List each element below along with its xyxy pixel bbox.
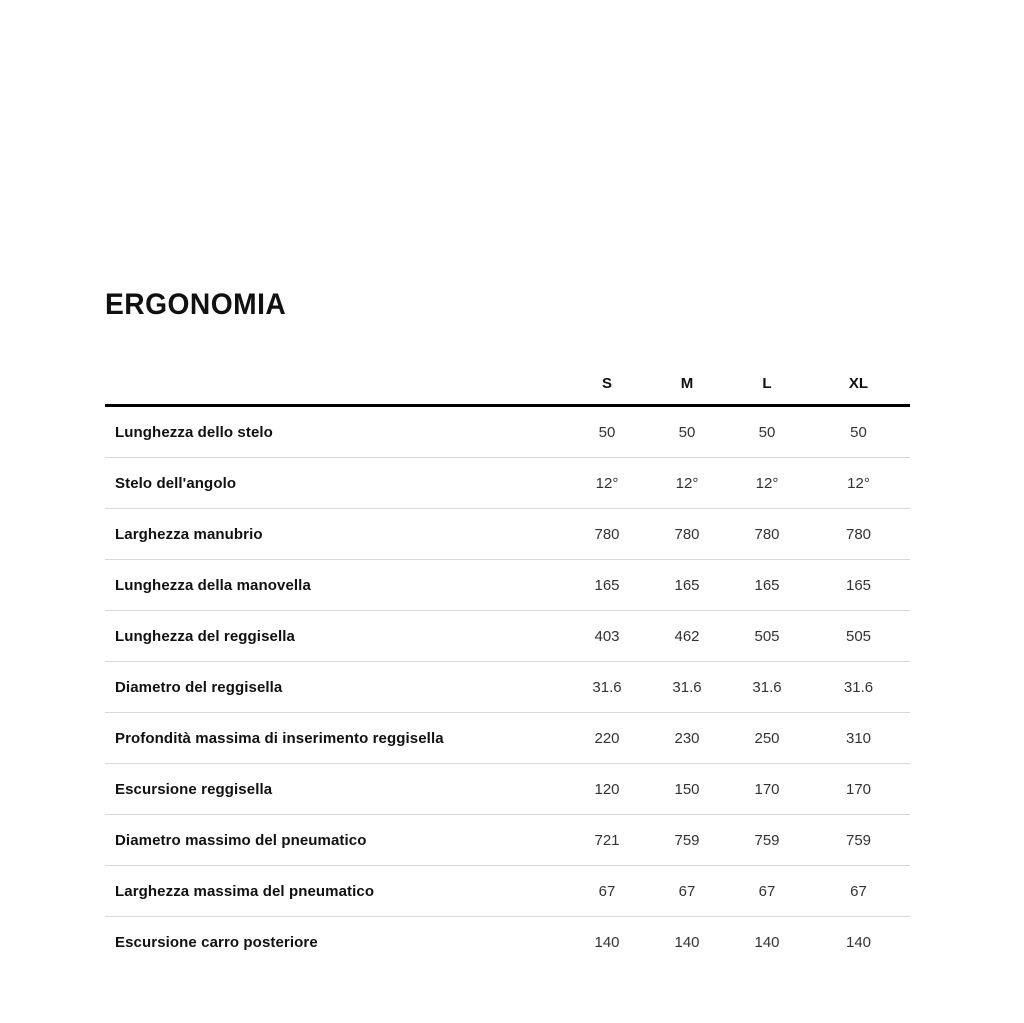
cell-value: 31.6 (647, 662, 727, 713)
cell-value: 165 (647, 560, 727, 611)
cell-value: 12° (647, 458, 727, 509)
cell-value: 150 (647, 764, 727, 815)
cell-value: 759 (807, 815, 910, 866)
table-row (105, 764, 910, 815)
row-label: Larghezza massima del pneumatico (105, 866, 567, 917)
row-label: Lunghezza della manovella (105, 560, 567, 611)
cell-value: 50 (647, 406, 727, 458)
table-body (105, 406, 910, 968)
cell-value: 31.6 (807, 662, 910, 713)
cell-value: 403 (567, 611, 647, 662)
cell-value: 50 (807, 406, 910, 458)
table-row (105, 611, 910, 662)
column-header-l: L (727, 363, 807, 406)
section-title: ERGONOMIA (105, 288, 287, 321)
cell-value: 140 (674, 933, 700, 951)
cell-value: 780 (727, 509, 807, 560)
table-row (105, 458, 910, 509)
cell-value: 310 (807, 713, 910, 764)
row-label: Larghezza manubrio (105, 509, 567, 560)
cell-value: 140 (754, 933, 780, 951)
cell-value: 759 (647, 815, 727, 866)
cell-value: 67 (647, 866, 727, 917)
table-row (105, 662, 910, 713)
row-label: Diametro massimo del pneumatico (105, 815, 567, 866)
cell-value: 165 (807, 560, 910, 611)
cell-value: 505 (807, 611, 910, 662)
row-label: Diametro del reggisella (105, 662, 567, 713)
table-row (105, 815, 910, 866)
table-row (105, 509, 910, 560)
column-header-empty (105, 363, 567, 406)
row-label: Escursione carro posteriore (115, 933, 318, 951)
cell-value: 12° (567, 458, 647, 509)
column-header-xl: XL (807, 363, 910, 406)
row-label: Lunghezza del reggisella (105, 611, 567, 662)
cell-value: 120 (567, 764, 647, 815)
cell-value: 165 (567, 560, 647, 611)
cell-value: 170 (727, 764, 807, 815)
row-label: Escursione reggisella (105, 764, 567, 815)
cell-value: 31.6 (727, 662, 807, 713)
column-header-m: M (647, 363, 727, 406)
row-label: Profondità massima di inserimento reggisella (105, 713, 567, 764)
cell-value: 165 (727, 560, 807, 611)
cell-value: 50 (727, 406, 807, 458)
cell-value: 780 (567, 509, 647, 560)
table-row (105, 917, 910, 968)
cell-value: 721 (567, 815, 647, 866)
cell-value: 170 (807, 764, 910, 815)
table-row (105, 560, 910, 611)
table-row (105, 713, 910, 764)
table-header-row (105, 363, 910, 406)
column-header-s: S (567, 363, 647, 406)
row-label: Lunghezza dello stelo (105, 406, 567, 458)
cell-value: 12° (807, 458, 910, 509)
table-row (105, 866, 910, 917)
cell-value: 230 (647, 713, 727, 764)
cell-value: 12° (727, 458, 807, 509)
cell-value: 250 (727, 713, 807, 764)
cell-value: 31.6 (567, 662, 647, 713)
cell-value: 140 (594, 933, 620, 951)
cell-value: 67 (807, 866, 910, 917)
cell-value: 50 (567, 406, 647, 458)
cell-value: 462 (647, 611, 727, 662)
cell-value: 67 (727, 866, 807, 917)
table-row (105, 406, 910, 458)
row-label: Stelo dell'angolo (105, 458, 567, 509)
cell-value: 780 (647, 509, 727, 560)
ergonomics-table (105, 363, 910, 967)
cell-value: 140 (845, 933, 872, 951)
cell-value: 759 (727, 815, 807, 866)
cell-value: 505 (727, 611, 807, 662)
cell-value: 67 (567, 866, 647, 917)
cell-value: 220 (567, 713, 647, 764)
cell-value: 780 (807, 509, 910, 560)
